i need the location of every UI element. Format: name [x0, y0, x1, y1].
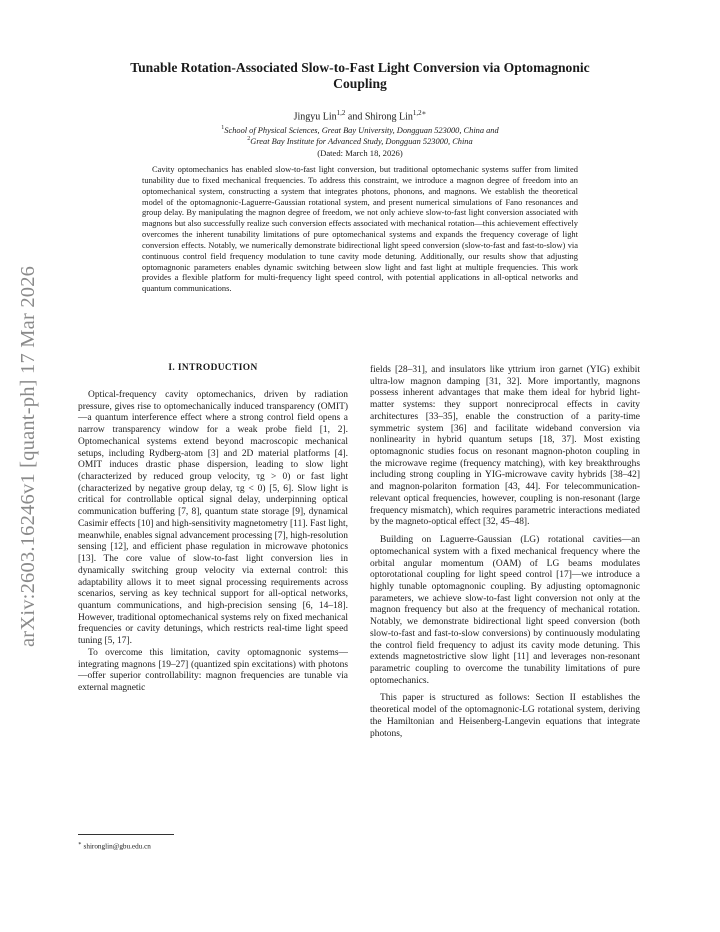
affiliation-text: Great Bay Institute for Advanced Study, Dongguan 523000, China — [250, 136, 473, 146]
date-line: (Dated: March 18, 2026) — [317, 148, 403, 158]
body-paragraph: Optical-frequency cavity optomechanics, driven by radiation pressure, gives rise to optomechanically induced transparency (OMIT)—a quantum interference effect where a strong control field opens a narrow transparency window for a weak probe field [1, 2]. Optomechanical systems extend beyond macroscopic mechanical setups, including Rydberg-atom [3] and 2D material platforms [4]. OMIT induces drastic phase dispersion, leading to slow light (characterized by reduced group velocity, τg > 0) or fast light (characterized by negative group delay, τg < 0) [5, 6]. Slow light is critical for controllable optical signal delay, underpinning optical communication buffering [7, 8], quantum state storage [9], dynamical Casimir effects [10] and high-sensitivity magnetometry [11]. Fast light, meanwhile, enables signal advancement processing [7], high-resolution sensing [12], and efficient phase regulation in microwave photonics [13]. The core value of slow-to-fast light conversion lies in dynamically switching group velocity via external control: this adaptability allows it to meet signal processing requirements across scenarios, serving as key technical support for all-optical networks, quantum communications, and high-precision sensing [6, 14–18]. However, traditional optomechanical systems rely on fixed mechanical frequencies or cavity detunings, which restricts real-time light speed tuning [5, 17]. — [78, 390, 348, 647]
footnote-text: shironglin@gbu.edu.cn — [81, 842, 151, 851]
paper-title — [60, 60, 660, 92]
abstract: Cavity optomechanics has enabled slow-to-fast light conversion, but traditional optomechanic systems suffer from limited tunability due to fixed mechanical frequencies. To address this constraint, we introduce a magnon degree of freedom into an optomechanical system, constructing a system that integrates photons, phonons, and magnons. We establish the theoretical model of the optomagnonic-Laguerre-Gaussian rotational system, and present numerical simulations of Fano resonances and group delay. By manipulating the magnon degree of freedom, we not only achieve slow-to-fast light conversion associated with magnons but also successfully realize such conversion effects associated with mechanical rotation—this achievement effectively overcomes the inherent tunability limitations of pure optomechanical systems and expands the frequency coverage of light conversion effects. Notably, we numerically demonstrate bidirectional light speed conversion (slow-to-fast and fast-to-slow) via continuous control field frequency modulation to tune cavity mode detuning. Additionally, our results show that adjusting optomagnonic parameters enables dynamic switching between slow light and fast light at multiple frequencies. This work provides a flexible platform for multi-frequency light speed control, with potential applications in all-optical networks and quantum communications. — [142, 164, 578, 294]
author-affiliation-mark: 1,2 — [336, 109, 346, 117]
right-column — [370, 365, 640, 740]
left-column — [78, 390, 348, 695]
footnote-mark: ∗ — [78, 841, 82, 847]
body-paragraph: fields [28–31], and insulators like yttrium iron garnet (YIG) exhibit ultra-low magnon damping [31, 32]. More importantly, magnons possess inherent advantages that make them ideal for hybrid light-matter systems: they support nonreciprocal effects in cavity architectures [33–35], enable the construction of a parity-time symmetric system [36] and facilitate wideband conversion via nonlinearity in hybrid quantum setups [18, 37]. Most existing optomagnonic studies focus on resonant magnon-photon coupling in the microwave regime (frequency matching), with key breakthroughs including strong coupling in YIG-microwave cavity hybrids [38–42] and magnon-polariton formation [43, 44]. For telecommunication-relevant optical frequencies, however, coupling is non-resonant (large frequency mismatch), which requires parametric interactions mediated by the magneto-optical effect [32, 45–48]. — [370, 365, 640, 528]
affiliation-number: 1 — [221, 125, 225, 131]
author-name: Jingyu Lin — [293, 111, 337, 123]
affiliation-2 — [60, 134, 660, 147]
author-name: Shirong Lin — [364, 111, 413, 123]
affiliation-text: School of Physical Sciences, Great Bay University, Dongguan 523000, China and — [224, 125, 499, 135]
title-line-2: Coupling — [333, 76, 387, 91]
arxiv-identifier-stamp: arXiv:2603.16246v1 [quant-ph] 17 Mar 2026 — [17, 265, 39, 647]
affiliation-number: 2 — [247, 136, 251, 142]
author-affiliation-mark: 1,2∗ — [412, 109, 427, 117]
footnote-email — [78, 841, 151, 850]
section-heading-introduction: I. INTRODUCTION — [168, 363, 258, 373]
author-conjunction: and — [345, 111, 365, 123]
body-paragraph: Building on Laguerre-Gaussian (LG) rotational cavities—an optomechanical system with a fixed mechanical frequency where the orbital angular momentum (OAM) of LG beams modulates optorotational coupling for light speed control [17]—we introduce a highly tunable optomagnonic coupling. By adjusting optomagnonic parameters, we achieve slow-to-fast light conversion not only at the magnon frequency but also at the frequency of mechanical rotation. Notably, we demonstrate bidirectional light speed conversion (both slow-to-fast and fast-to-slow conversions) by continuously modulating the control field frequency to adjust its cavity mode detuning. This extends magnetostrictive slow light [11] and leverages non-resonant parametric coupling to overcome the tunability limitations of pure optomechanics. — [370, 535, 640, 686]
title-line-1: Tunable Rotation-Associated Slow-to-Fast Light Conversion via Optomagnonic — [130, 60, 590, 75]
author-list — [60, 109, 660, 122]
body-paragraph: To overcome this limitation, cavity optomagnonic systems—integrating magnons [19–27] (quantized spin excitations) with photons—offer superior controllability: magnon frequencies are tunable via external magnetic — [78, 647, 348, 693]
body-paragraph: This paper is structured as follows: Section II establishes the theoretical model of the optomagnonic-LG rotational system, deriving the Hamiltonian and Heisenberg-Langevin equations that integrate photons, — [370, 693, 640, 739]
footnote-divider — [78, 834, 174, 835]
